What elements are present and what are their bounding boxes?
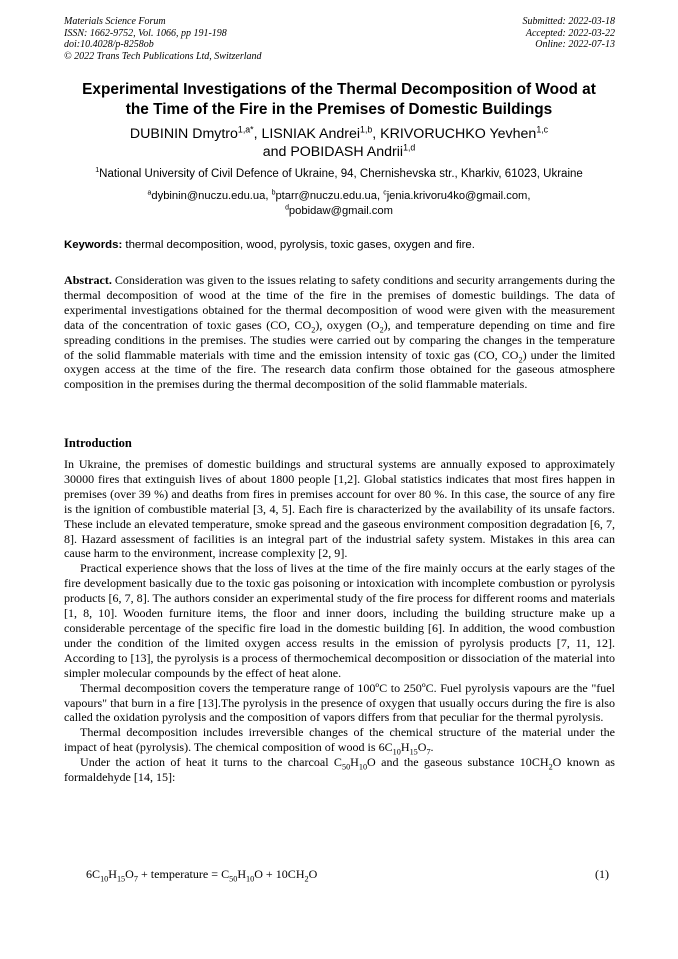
keywords-text: thermal decomposition, wood, pyrolysis, toxic gases, oxygen and fire. — [122, 239, 475, 251]
author-4-affil: 1,d — [403, 142, 416, 153]
author-emails — [40, 189, 638, 219]
author-4: POBIDASH Andrii — [290, 144, 404, 160]
subscript: 2 — [518, 354, 523, 364]
abstract-label: Abstract. — [64, 273, 112, 287]
email-a: dybinin@nuczu.edu.ua, — [151, 190, 272, 202]
section-heading-introduction: Introduction — [64, 436, 132, 450]
journal-copyright: © 2022 Trans Tech Publications Ltd, Switzerland — [64, 50, 262, 62]
subscript: 50 — [229, 874, 238, 884]
equation-expression — [86, 867, 317, 882]
abstract — [64, 273, 615, 392]
intro-paragraph-5 — [64, 755, 615, 785]
abstract-text: ) under the limited oxygen access at the time of the fire. The research data confirm those obtained for the gaseous atmosphere composition in the premises during the thermal decomposition of the solid flammable materials. — [64, 347, 616, 392]
subscript: 2 — [311, 325, 316, 335]
abstract-paragraph — [64, 273, 615, 392]
subscript: 2 — [548, 762, 553, 772]
author-separator: , — [253, 126, 262, 142]
title-line-2: the Time of the Fire in the Premises of Domestic Buildings — [125, 101, 553, 118]
intro-text: H — [400, 740, 410, 755]
intro-paragraph-2: Practical experience shows that the loss of lives at the time of the fire mainly occurs at the early stages of the fire development basically due to the toxic gas poisoning or intoxication with incomplete combustion or pyrolysis products [6, 7, 8]. The authors consider an experimental study of the fire process for different rooms and materials [1, 8, 10]. Wooden furniture items, the floor and inner doors, including the building structure make up a considerable percentage of the specific fire load in the domestic building [6]. In addition, the wood combustion under the condition of the limited oxygen access results in the emission of pyrolysis products [7, 11, 12]. According to [13], the pyrolysis is a process of thermochemical decomposition or dissociation of the material into simpler molecular compounds by the effect of heat alone. — [64, 561, 615, 680]
equation-number: (1) — [594, 867, 609, 881]
intro-text: O known as formaldehyde [14, 15]: — [64, 755, 615, 785]
keywords-label: Keywords: — [64, 239, 123, 251]
subscript: 15 — [116, 874, 126, 884]
submitted-date: Submitted: 2022-03-18 — [522, 16, 615, 27]
keywords — [64, 238, 615, 252]
subscript: 10 — [358, 762, 368, 772]
subscript: 2 — [379, 325, 384, 335]
subscript: 10 — [246, 874, 255, 884]
paper-title — [40, 80, 638, 120]
subscript: 50 — [341, 762, 351, 772]
abstract-text: Consideration was given to the issues relating to safety conditions and security arrangements during the thermal decomposition of wood at the time of the fire in the premises of domestic buildings. The data of experimental investigations obtained for the thermal decomposition of wood were given with the measurement data of the concentration of toxic gases (CO, CO — [64, 273, 615, 332]
equation-term: H — [237, 867, 247, 881]
intro-text: O and the gaseous substance 10CH — [367, 755, 549, 770]
author-2-affil: 1,b — [360, 124, 373, 135]
subscript: 2 — [304, 874, 309, 884]
subscript: 15 — [409, 747, 418, 757]
author-2: LISNIAK Andrei — [261, 126, 361, 142]
author-separator: , — [372, 126, 381, 142]
equation-term: O — [308, 867, 318, 881]
author-conjunction: and — [262, 144, 291, 160]
affiliation-text: National University of Civil Defence of Ukraine, 94, Chernishevska str., Kharkiv, 61023, Ukraine — [99, 168, 583, 180]
subscript: 10 — [392, 747, 401, 757]
author-3-affil: 1,c — [536, 124, 549, 135]
affiliation-number: 1 — [95, 166, 100, 175]
author-list — [40, 125, 638, 161]
intro-paragraph-1: In Ukraine, the premises of domestic buildings and structural systems are annually exposed to approximately 30000 fires that extinguish lives of about 1800 people [1,2]. Global statistics indicates that most fires happen in premises (over 39 %) and deaths from fires in premises account for over 80 %. In this case, the source of any fire is the ignition of combustible material [3, 4, 5]. Each fire is characterized by the availability of its unsafe factors. These include an elevated temperature, smoke spread and the gaseous environment composition degradation [6, 7, 8]. Hazard assessment of facilities is an integral part of the industrial safety system. Mistakes in this area can cause harm to the environment, increase complexity [2, 9]. — [64, 457, 615, 561]
author-1-affil: 1,a* — [237, 124, 254, 135]
intro-paragraph-3: Thermal decomposition covers the temperature range of 100ºC to 250ºC. Fuel pyrolysis vapours are the "fuel vapours" that burn in a fire [13].The pyrolysis in the presence of oxygen that usually occurs during the fire is also called the oxidation pyrolysis and the composition of vapors differs from that peculiar for the thermal pyrolysis. — [64, 680, 615, 725]
intro-text: H — [350, 755, 359, 770]
intro-text: . — [430, 740, 434, 755]
equation-term: 6C — [86, 867, 101, 881]
equation-term: O + 10CH — [254, 867, 305, 881]
accepted-date: Accepted: 2022-03-22 — [525, 27, 615, 39]
subscript: 7 — [133, 874, 138, 884]
author-3: KRIVORUCHKO Yevhen — [380, 126, 537, 142]
title-line-1: Experimental Investigations of the Thermal Decomposition of Wood at — [82, 81, 596, 98]
email-b-mark: b — [271, 189, 276, 197]
subscript: 10 — [100, 874, 109, 884]
email-d-mark: d — [285, 204, 289, 212]
online-date: Online: 2022-07-13 — [535, 39, 615, 51]
intro-text: O — [417, 740, 427, 755]
email-c: jenia.krivoru4ko@gmail.com, — [386, 190, 531, 202]
equation-term: + temperature = C — [137, 867, 230, 881]
abstract-text: ), oxygen (O — [315, 317, 380, 332]
intro-text: Thermal decomposition includes irreversible changes of the chemical structure of the material under the impact of heat (pyrolysis). The chemical composition of wood is 6C — [64, 725, 615, 755]
email-c-mark: c — [383, 189, 387, 197]
journal-issn: ISSN: 1662-9752, Vol. 1066, pp 191-198 — [64, 27, 227, 39]
equation-term: H — [108, 867, 117, 881]
email-b: ptarr@nuczu.edu.ua, — [275, 190, 384, 202]
journal-name: Materials Science Forum — [64, 16, 166, 27]
intro-paragraph-4 — [64, 725, 615, 755]
equation-term: O — [125, 867, 134, 881]
email-a-mark: a — [147, 189, 152, 197]
email-d: pobidaw@gmail.com — [288, 205, 393, 217]
journal-header — [64, 16, 262, 62]
author-1: DUBININ Dmytro — [129, 126, 238, 142]
abstract-text: ), and temperature depending on time and fire spreading conditions in the premises. The studies were carried out by comparing the changes in the temperature of the solid flammable materials with time and the emission intensity of toxic gas (CO, CO — [64, 317, 615, 362]
introduction-body — [64, 457, 615, 785]
subscript: 7 — [426, 747, 431, 757]
journal-doi: doi:10.4028/p-8258ob — [64, 39, 154, 51]
affiliation — [40, 167, 638, 181]
intro-text: Under the action of heat it turns to the charcoal C — [80, 755, 342, 770]
dates-header — [523, 16, 616, 51]
